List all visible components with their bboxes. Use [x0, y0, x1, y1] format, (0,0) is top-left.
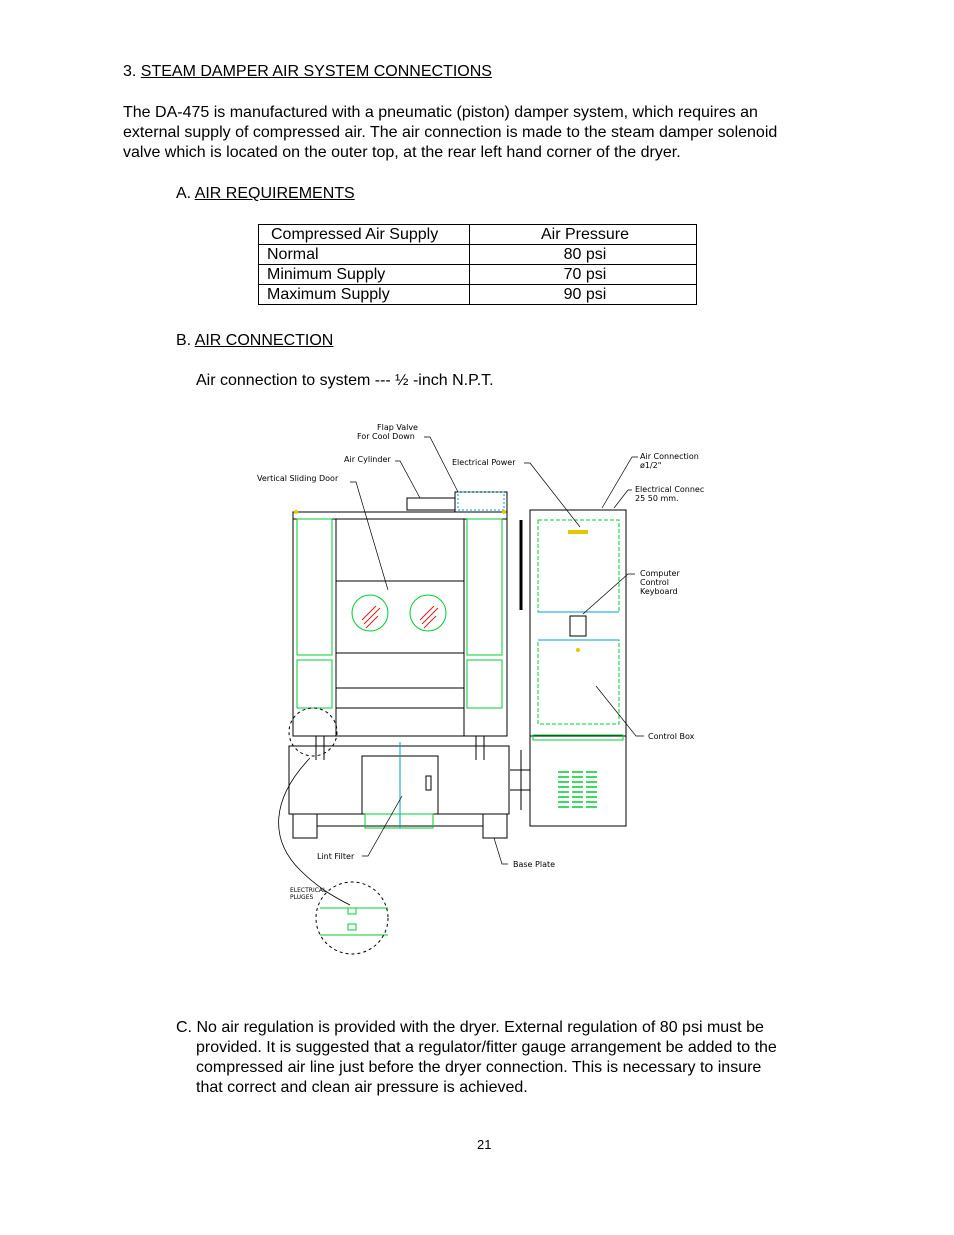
section-heading	[123, 62, 492, 82]
label-electrical-connection-size: 25 50 mm.	[635, 494, 679, 503]
table-row	[259, 245, 697, 265]
label-air-connection-size: ø1/2"	[640, 461, 662, 470]
table-cell: 90 psi	[470, 285, 697, 305]
table-cell: 70 psi	[470, 265, 697, 285]
subheading-air-connection	[176, 331, 333, 351]
table-header-row	[259, 225, 697, 245]
note-line: compressed air line just before the dryer connection. This is necessary to insure	[196, 1059, 762, 1076]
air-requirements-table	[258, 224, 697, 305]
electrical-power-box	[455, 492, 507, 512]
section-number: 3.	[123, 63, 137, 80]
label-electrical-plugs: ELECTRICAL	[290, 887, 327, 894]
keyboard-icon	[570, 616, 586, 636]
label-air-connection: Air Connection	[640, 452, 699, 461]
air-connection-text: Air connection to system --- ½ -inch N.P.T.	[196, 372, 494, 389]
subheading-title: AIR CONNECTION	[194, 332, 334, 349]
section-title: STEAM DAMPER AIR SYSTEM CONNECTIONS	[140, 63, 492, 80]
label-flap-valve: Flap Valve	[377, 423, 418, 432]
front-cabinet-outline	[293, 512, 507, 736]
label-computer-keyboard: Keyboard	[640, 587, 678, 596]
table-cell: 80 psi	[470, 245, 697, 265]
label-computer: Computer	[640, 569, 680, 578]
air-cylinder	[407, 498, 455, 510]
table-header-cell: Compressed Air Supply	[259, 225, 470, 245]
table-cell: Maximum Supply	[259, 285, 470, 305]
subheading-air-requirements	[176, 184, 355, 204]
subheading-letter: A.	[176, 185, 192, 202]
intro-paragraph	[123, 103, 863, 163]
note-air-regulation	[176, 1018, 856, 1098]
label-base-plate: Base Plate	[513, 860, 556, 869]
table-cell: Normal	[259, 245, 470, 265]
intro-line: valve which is located on the outer top, at the rear left hand corner of the dryer.	[123, 144, 681, 161]
page-number: 21	[477, 1137, 492, 1152]
side-base	[530, 736, 626, 826]
dryer-diagram	[250, 415, 720, 960]
table-header-cell: Air Pressure	[470, 225, 697, 245]
label-vertical-sliding-door: Vertical Sliding Door	[257, 474, 339, 483]
label-electrical-plugs-sub: PLUGES	[290, 894, 314, 901]
table-cell: Minimum Supply	[259, 265, 470, 285]
side-cabinet-outline	[530, 510, 626, 736]
intro-line: external supply of compressed air. The air connection is made to the steam damper solenoid	[123, 124, 778, 141]
label-computer-control: Control	[640, 578, 669, 587]
label-air-cylinder: Air Cylinder	[344, 455, 391, 464]
label-control-box: Control Box	[648, 732, 695, 741]
label-electrical-connection: Electrical Connec	[635, 485, 705, 494]
intro-line: The DA-475 is manufactured with a pneumatic (piston) damper system, which requires an	[123, 104, 758, 121]
note-line: provided. It is suggested that a regulator/fitter gauge arrangement be added to the	[196, 1039, 777, 1056]
note-line: C. No air regulation is provided with the dryer. External regulation of 80 psi must be	[176, 1019, 764, 1036]
subheading-title: AIR REQUIREMENTS	[194, 185, 355, 202]
label-flap-valve-sub: For Cool Down	[357, 432, 415, 441]
note-line: that correct and clean air pressure is achieved.	[196, 1079, 528, 1096]
table-row	[259, 285, 697, 305]
label-electrical-power: Electrical Power	[452, 458, 516, 467]
subheading-letter: B.	[176, 332, 192, 349]
label-lint-filter: Lint Filter	[317, 852, 355, 861]
table-row	[259, 265, 697, 285]
